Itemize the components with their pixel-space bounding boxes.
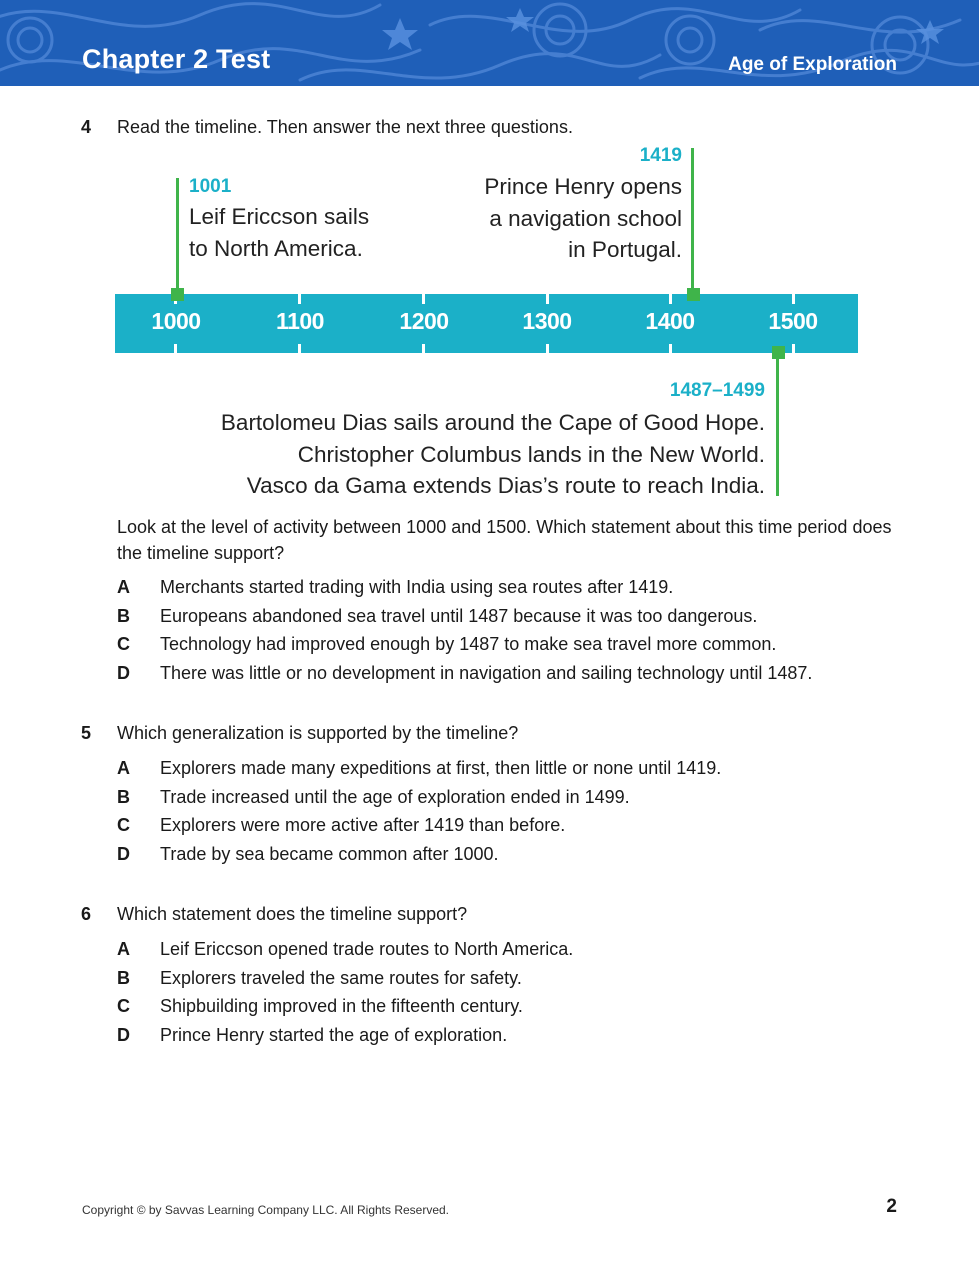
event-text-1001: Leif Ericcson sails to North America.	[189, 204, 370, 261]
question-number: 4	[81, 117, 92, 137]
option-a[interactable]	[117, 755, 907, 784]
tick-label: 1100	[276, 308, 324, 334]
event-connector	[176, 178, 179, 298]
chapter-title: Chapter 2 Test	[82, 44, 271, 74]
timeline-bar	[115, 294, 858, 353]
option-text: Shipbuilding improved in the fifteenth century.	[160, 996, 523, 1017]
option-text: Europeans abandoned sea travel until 1487 because it was too dangerous.	[160, 605, 758, 626]
option-letter: C	[117, 634, 130, 655]
answer-options-5	[117, 755, 907, 870]
question-prompt: Which generalization is supported by the timeline?	[117, 723, 519, 743]
timeline-figure	[100, 140, 880, 505]
option-b[interactable]	[117, 784, 907, 813]
option-letter: D	[117, 663, 130, 684]
marker-square	[171, 288, 184, 301]
question-prompt: Which statement does the timeline support?	[117, 904, 468, 924]
option-b[interactable]	[117, 965, 907, 994]
option-letter: B	[117, 786, 130, 807]
option-text: Trade by sea became common after 1000.	[160, 844, 499, 865]
event-year-1001: 1001	[189, 176, 232, 197]
option-letter: B	[117, 605, 130, 626]
event-connector	[776, 352, 779, 496]
option-text: There was little or no development in navigation and sailing technology until 1487.	[160, 663, 813, 684]
option-letter: A	[117, 758, 130, 778]
option-text: Merchants started trading with India using sea routes after 1419.	[160, 577, 674, 597]
option-d[interactable]	[117, 1022, 907, 1051]
option-c[interactable]	[117, 631, 907, 660]
question-prompt: Read the timeline. Then answer the next three questions.	[117, 117, 573, 137]
option-text: Trade increased until the age of exploration ended in 1499.	[160, 786, 630, 807]
option-text: Technology had improved enough by 1487 to make sea travel more common.	[160, 634, 777, 655]
option-c[interactable]	[117, 993, 907, 1022]
tick-label: 1500	[768, 308, 818, 334]
option-b[interactable]	[117, 603, 907, 632]
option-letter: A	[117, 577, 130, 597]
option-a[interactable]	[117, 574, 907, 603]
option-letter: D	[117, 844, 130, 865]
option-letter: C	[117, 815, 130, 836]
option-letter: B	[117, 967, 130, 988]
subject-title: Age of Exploration	[728, 54, 897, 75]
option-letter: C	[117, 996, 130, 1017]
option-c[interactable]	[117, 812, 907, 841]
option-letter: A	[117, 939, 130, 959]
tick-label: 1000	[151, 308, 201, 334]
option-d[interactable]	[117, 660, 907, 689]
option-text: Explorers traveled the same routes for safety.	[160, 967, 522, 988]
option-a[interactable]	[117, 936, 907, 965]
event-year-1419: 1419	[639, 145, 682, 166]
option-text: Leif Ericcson opened trade routes to North America.	[160, 939, 574, 959]
event-year-1487-1499: 1487–1499	[669, 380, 765, 401]
event-connector	[691, 148, 694, 296]
question-number: 6	[81, 904, 92, 924]
option-text: Explorers were more active after 1419 than before.	[160, 815, 566, 836]
tick-label: 1400	[645, 308, 695, 334]
marker-square	[687, 288, 700, 301]
event-text-1419: Prince Henry opens a navigation school in Portugal.	[484, 174, 682, 262]
page-header	[0, 0, 979, 86]
option-text: Prince Henry started the age of exploration.	[160, 1025, 508, 1046]
question-number: 5	[81, 723, 92, 743]
option-text: Explorers made many expeditions at first, then little or none until 1419.	[160, 758, 722, 778]
answer-options-6	[117, 936, 907, 1051]
copyright-notice: Copyright © by Savvas Learning Company LLC. All Rights Reserved.	[82, 1203, 450, 1217]
option-d[interactable]	[117, 841, 907, 870]
event-text-1487-1499: Bartolomeu Dias sails around the Cape of Good Hope. Christopher Columbus lands in the New World. Vasco da Gama extends Dias’s route to reach India.	[220, 410, 765, 498]
page-number: 2	[886, 1196, 897, 1217]
tick-label: 1300	[522, 308, 572, 334]
question-followup: Look at the level of activity between 1000 and 1500. Which statement about this time period does the timeline support?	[117, 517, 892, 563]
answer-options-4	[117, 574, 907, 689]
tick-label: 1200	[399, 308, 449, 334]
option-letter: D	[117, 1025, 130, 1046]
